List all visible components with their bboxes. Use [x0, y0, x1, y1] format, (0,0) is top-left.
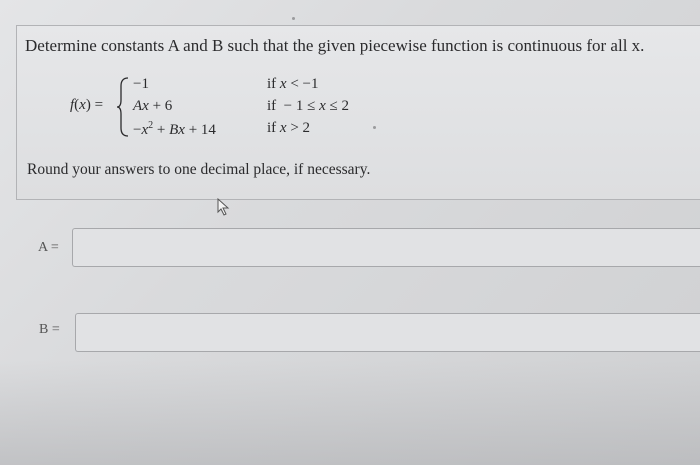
answer-a-input[interactable]: [72, 228, 700, 267]
piece-3-condition: if x > 2: [267, 120, 311, 136]
piece-1-condition: if x < −1: [267, 76, 319, 92]
bottom-shadow: [0, 360, 700, 465]
piece-3-expression: $-x^2 + Bx + 14$: [133, 120, 216, 138]
rounding-note: Round your answers to one decimal place, if necessary.: [27, 161, 371, 178]
answer-b-label: B =: [39, 322, 60, 337]
answer-a-label: A =: [38, 240, 59, 255]
screen-speck: [373, 126, 376, 129]
question-prompt: Determine constants A and B such that the given piecewise function is continuous for all x.: [25, 36, 645, 55]
piecewise-brace: [116, 76, 130, 138]
piece-2-condition: if − 1 ≤ x ≤ 2: [267, 98, 350, 114]
answer-b-input[interactable]: [75, 313, 700, 352]
pointer-cursor-icon: [216, 198, 232, 216]
screen-speck: [292, 17, 295, 20]
piece-2-expression: Ax + 6: [133, 98, 173, 114]
function-label: f(x) =: [70, 97, 104, 113]
piece-1-expression: −1: [133, 76, 149, 92]
